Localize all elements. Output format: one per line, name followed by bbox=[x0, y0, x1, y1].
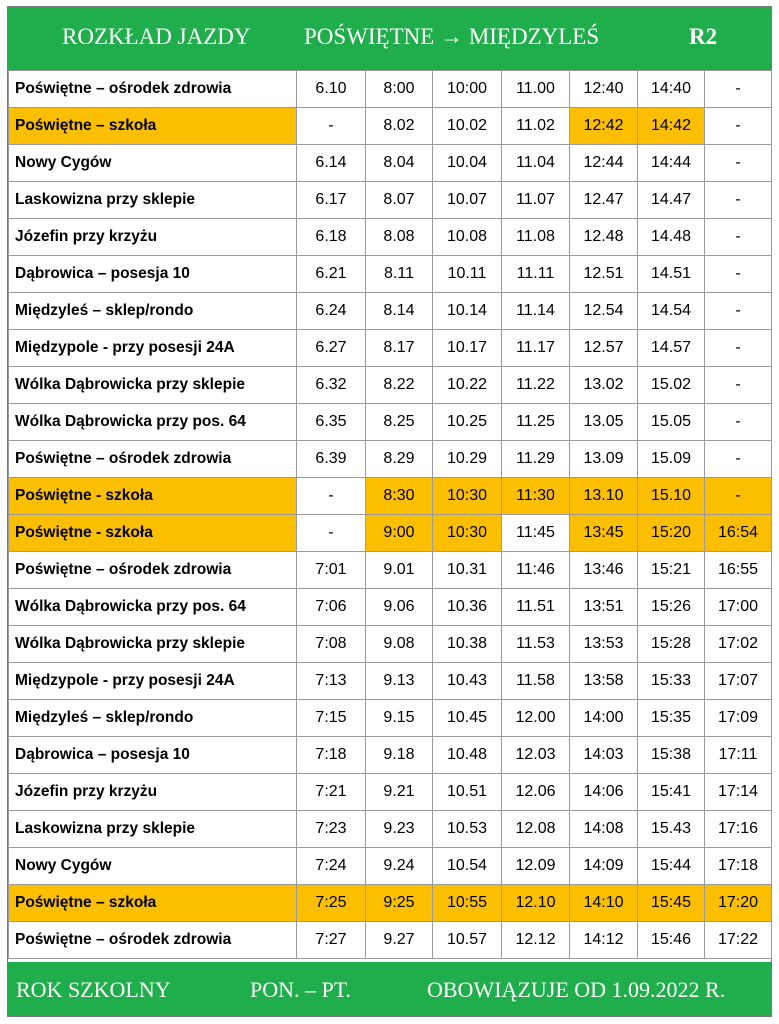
table-row bbox=[9, 145, 772, 182]
table-row bbox=[9, 885, 772, 922]
departure-time: 17:16 bbox=[705, 811, 772, 848]
table-row bbox=[9, 108, 772, 145]
departure-time: 11.22 bbox=[502, 367, 570, 404]
departure-time: 14:44 bbox=[638, 145, 705, 182]
departure-time: 17:11 bbox=[705, 737, 772, 774]
table-row bbox=[9, 737, 772, 774]
departure-time: 9.21 bbox=[366, 774, 433, 811]
timetable-header bbox=[8, 7, 771, 70]
departure-time: 9.06 bbox=[366, 589, 433, 626]
valid-from-label: OBOWIĄZUJE OD 1.09.2022 R. bbox=[427, 977, 726, 1002]
departure-time: 17:22 bbox=[705, 922, 772, 959]
departure-time: 11.11 bbox=[502, 256, 570, 293]
timetable-footer bbox=[8, 962, 771, 1016]
departure-time: 14:09 bbox=[570, 848, 638, 885]
departure-time: 8.08 bbox=[366, 219, 433, 256]
departure-time: 10.11 bbox=[433, 256, 502, 293]
departure-time: 14.57 bbox=[638, 330, 705, 367]
table-row bbox=[9, 848, 772, 885]
departure-time: 7:15 bbox=[297, 700, 366, 737]
departure-time: - bbox=[705, 108, 772, 145]
departure-time: 12:44 bbox=[570, 145, 638, 182]
departure-time: 14:42 bbox=[638, 108, 705, 145]
departure-time: - bbox=[297, 108, 366, 145]
table-row bbox=[9, 552, 772, 589]
departure-time: 10.51 bbox=[433, 774, 502, 811]
table-row bbox=[9, 293, 772, 330]
timetable-rows bbox=[9, 71, 772, 959]
table-row bbox=[9, 71, 772, 108]
departure-time: 13:46 bbox=[570, 552, 638, 589]
departure-time: 12:40 bbox=[570, 71, 638, 108]
departure-time: 10.07 bbox=[433, 182, 502, 219]
departure-time: 10.36 bbox=[433, 589, 502, 626]
stop-name: Wólka Dąbrowicka przy pos. 64 bbox=[9, 404, 297, 441]
table-row bbox=[9, 441, 772, 478]
table-row bbox=[9, 663, 772, 700]
departure-time: 9.01 bbox=[366, 552, 433, 589]
stop-name: Wólka Dąbrowicka przy sklepie bbox=[9, 626, 297, 663]
departure-time: 15.09 bbox=[638, 441, 705, 478]
departure-time: 11:45 bbox=[502, 515, 570, 552]
departure-time: 8.17 bbox=[366, 330, 433, 367]
departure-time: 10.04 bbox=[433, 145, 502, 182]
departure-time: 14:03 bbox=[570, 737, 638, 774]
table-row bbox=[9, 589, 772, 626]
departure-time: 7:23 bbox=[297, 811, 366, 848]
departure-time: - bbox=[705, 293, 772, 330]
departure-time: 6.35 bbox=[297, 404, 366, 441]
departure-time: 13:45 bbox=[570, 515, 638, 552]
departure-time: 6.32 bbox=[297, 367, 366, 404]
departure-time: 10:30 bbox=[433, 515, 502, 552]
departure-time: 9:00 bbox=[366, 515, 433, 552]
departure-time: 15:21 bbox=[638, 552, 705, 589]
departure-time: 13:51 bbox=[570, 589, 638, 626]
departure-time: - bbox=[705, 367, 772, 404]
departure-time: 14.48 bbox=[638, 219, 705, 256]
departure-time: 11.08 bbox=[502, 219, 570, 256]
departure-time: 7:01 bbox=[297, 552, 366, 589]
departure-time: 14:00 bbox=[570, 700, 638, 737]
stop-name: Dąbrowica – posesja 10 bbox=[9, 737, 297, 774]
stop-name: Nowy Cygów bbox=[9, 145, 297, 182]
departure-time: - bbox=[705, 145, 772, 182]
line-code: R2 bbox=[689, 24, 718, 49]
departure-time: 11.04 bbox=[502, 145, 570, 182]
departure-time: 12.10 bbox=[502, 885, 570, 922]
departure-time: 13.05 bbox=[570, 404, 638, 441]
departure-time: 6.17 bbox=[297, 182, 366, 219]
departure-time: 9.15 bbox=[366, 700, 433, 737]
departure-time: 15.43 bbox=[638, 811, 705, 848]
departure-time: - bbox=[705, 256, 772, 293]
departure-time: - bbox=[705, 478, 772, 515]
departure-time: 15.05 bbox=[638, 404, 705, 441]
departure-time: 17:09 bbox=[705, 700, 772, 737]
departure-time: 10.14 bbox=[433, 293, 502, 330]
stop-name: Dąbrowica – posesja 10 bbox=[9, 256, 297, 293]
stop-name: Laskowizna przy sklepie bbox=[9, 182, 297, 219]
table-row bbox=[9, 478, 772, 515]
departure-time: 7:24 bbox=[297, 848, 366, 885]
stop-name: Wólka Dąbrowicka przy pos. 64 bbox=[9, 589, 297, 626]
departure-time: - bbox=[297, 478, 366, 515]
departure-time: 10.45 bbox=[433, 700, 502, 737]
departure-time: 11.53 bbox=[502, 626, 570, 663]
departure-time: 11.51 bbox=[502, 589, 570, 626]
stop-name: Poświętne - szkoła bbox=[9, 515, 297, 552]
departure-time: 11.25 bbox=[502, 404, 570, 441]
departure-time: 17:20 bbox=[705, 885, 772, 922]
departure-time: 8.11 bbox=[366, 256, 433, 293]
departure-time: 9.23 bbox=[366, 811, 433, 848]
departure-time: 12.08 bbox=[502, 811, 570, 848]
departure-time: 11.02 bbox=[502, 108, 570, 145]
departure-time: 11.17 bbox=[502, 330, 570, 367]
departure-time: 10:30 bbox=[433, 478, 502, 515]
table-row bbox=[9, 774, 772, 811]
departure-time: 11.58 bbox=[502, 663, 570, 700]
departure-time: 6.39 bbox=[297, 441, 366, 478]
school-year-label: ROK SZKOLNY bbox=[16, 977, 171, 1002]
departure-time: 7:25 bbox=[297, 885, 366, 922]
departure-time: 8.25 bbox=[366, 404, 433, 441]
departure-time: 10.48 bbox=[433, 737, 502, 774]
table-row bbox=[9, 811, 772, 848]
departure-time: 15:33 bbox=[638, 663, 705, 700]
departure-time: 15:46 bbox=[638, 922, 705, 959]
departure-time: 14:12 bbox=[570, 922, 638, 959]
departure-time: - bbox=[297, 515, 366, 552]
stop-name: Międzyleś – sklep/rondo bbox=[9, 293, 297, 330]
departure-time: 10.43 bbox=[433, 663, 502, 700]
departure-time: 13:58 bbox=[570, 663, 638, 700]
stop-name: Wólka Dąbrowicka przy sklepie bbox=[9, 367, 297, 404]
departure-time: 15.02 bbox=[638, 367, 705, 404]
departure-time: 11:30 bbox=[502, 478, 570, 515]
departure-time: 7:06 bbox=[297, 589, 366, 626]
departure-time: - bbox=[705, 330, 772, 367]
departure-time: 12.47 bbox=[570, 182, 638, 219]
departure-time: 13.02 bbox=[570, 367, 638, 404]
departure-time: 14.51 bbox=[638, 256, 705, 293]
table-row bbox=[9, 626, 772, 663]
departure-time: 10.25 bbox=[433, 404, 502, 441]
departure-time: 6.27 bbox=[297, 330, 366, 367]
departure-time: 11.29 bbox=[502, 441, 570, 478]
departure-time: 14:06 bbox=[570, 774, 638, 811]
departure-time: 10:55 bbox=[433, 885, 502, 922]
departure-time: 15.10 bbox=[638, 478, 705, 515]
stop-name: Józefin przy krzyżu bbox=[9, 219, 297, 256]
departure-time: 8.04 bbox=[366, 145, 433, 182]
departure-time: 15:45 bbox=[638, 885, 705, 922]
departure-time: 15:44 bbox=[638, 848, 705, 885]
stop-name: Poświętne – ośrodek zdrowia bbox=[9, 922, 297, 959]
departure-time: 15:26 bbox=[638, 589, 705, 626]
departure-time: 10:00 bbox=[433, 71, 502, 108]
departure-time: 15:38 bbox=[638, 737, 705, 774]
departure-time: 11.00 bbox=[502, 71, 570, 108]
departure-time: 10.54 bbox=[433, 848, 502, 885]
departure-time: 9.18 bbox=[366, 737, 433, 774]
departure-time: 9.24 bbox=[366, 848, 433, 885]
departure-time: 10.53 bbox=[433, 811, 502, 848]
route-label: POŚWIĘTNE → MIĘDZYLEŚ bbox=[304, 24, 600, 49]
departure-time: 11:46 bbox=[502, 552, 570, 589]
departure-time: 7:21 bbox=[297, 774, 366, 811]
stop-name: Nowy Cygów bbox=[9, 848, 297, 885]
departure-time: 7:08 bbox=[297, 626, 366, 663]
departure-time: 10.31 bbox=[433, 552, 502, 589]
stop-name: Laskowizna przy sklepie bbox=[9, 811, 297, 848]
departure-time: - bbox=[705, 182, 772, 219]
stop-name: Poświętne – szkoła bbox=[9, 885, 297, 922]
departure-time: 10.29 bbox=[433, 441, 502, 478]
table-row bbox=[9, 700, 772, 737]
table-row bbox=[9, 404, 772, 441]
departure-time: 13.09 bbox=[570, 441, 638, 478]
departure-time: 6.14 bbox=[297, 145, 366, 182]
stop-name: Poświętne – ośrodek zdrowia bbox=[9, 552, 297, 589]
departure-time: 12.51 bbox=[570, 256, 638, 293]
stop-name: Józefin przy krzyżu bbox=[9, 774, 297, 811]
departure-time: 17:00 bbox=[705, 589, 772, 626]
departure-time: 16:55 bbox=[705, 552, 772, 589]
stop-name: Poświętne – szkoła bbox=[9, 108, 297, 145]
table-row bbox=[9, 256, 772, 293]
departure-time: 7:13 bbox=[297, 663, 366, 700]
timetable-table bbox=[8, 70, 772, 959]
departure-time: 14:08 bbox=[570, 811, 638, 848]
departure-time: 6.24 bbox=[297, 293, 366, 330]
stop-name: Poświętne – ośrodek zdrowia bbox=[9, 441, 297, 478]
departure-time: 12.03 bbox=[502, 737, 570, 774]
departure-time: 8.07 bbox=[366, 182, 433, 219]
departure-time: - bbox=[705, 219, 772, 256]
table-row bbox=[9, 515, 772, 552]
stop-name: Poświętne – ośrodek zdrowia bbox=[9, 71, 297, 108]
departure-time: 11.14 bbox=[502, 293, 570, 330]
departure-time: 12:42 bbox=[570, 108, 638, 145]
departure-time: - bbox=[705, 71, 772, 108]
departure-time: 6.21 bbox=[297, 256, 366, 293]
departure-time: 10.57 bbox=[433, 922, 502, 959]
departure-time: 8.14 bbox=[366, 293, 433, 330]
table-row bbox=[9, 922, 772, 959]
table-row bbox=[9, 367, 772, 404]
departure-time: 10.38 bbox=[433, 626, 502, 663]
departure-time: 13:53 bbox=[570, 626, 638, 663]
weekdays-label: PON. – PT. bbox=[250, 977, 352, 1002]
departure-time: 8:30 bbox=[366, 478, 433, 515]
table-row bbox=[9, 182, 772, 219]
departure-time: 11.07 bbox=[502, 182, 570, 219]
timetable-frame bbox=[7, 6, 772, 1017]
timetable-title: ROZKŁAD JAZDY bbox=[62, 24, 251, 49]
departure-time: 9:25 bbox=[366, 885, 433, 922]
departure-time: 9.27 bbox=[366, 922, 433, 959]
departure-time: 7:18 bbox=[297, 737, 366, 774]
departure-time: 12.57 bbox=[570, 330, 638, 367]
departure-time: 10.22 bbox=[433, 367, 502, 404]
stop-name: Międzypole - przy posesji 24A bbox=[9, 663, 297, 700]
stop-name: Poświętne - szkoła bbox=[9, 478, 297, 515]
departure-time: 12.06 bbox=[502, 774, 570, 811]
departure-time: 10.02 bbox=[433, 108, 502, 145]
departure-time: 14:10 bbox=[570, 885, 638, 922]
departure-time: 10.17 bbox=[433, 330, 502, 367]
departure-time: 14.47 bbox=[638, 182, 705, 219]
departure-time: 12.54 bbox=[570, 293, 638, 330]
departure-time: 16:54 bbox=[705, 515, 772, 552]
departure-time: 9.08 bbox=[366, 626, 433, 663]
departure-time: 6.10 bbox=[297, 71, 366, 108]
departure-time: 15:35 bbox=[638, 700, 705, 737]
departure-time: 8:00 bbox=[366, 71, 433, 108]
departure-time: 15:41 bbox=[638, 774, 705, 811]
departure-time: 8.22 bbox=[366, 367, 433, 404]
departure-time: 12.00 bbox=[502, 700, 570, 737]
departure-time: - bbox=[705, 441, 772, 478]
departure-time: 6.18 bbox=[297, 219, 366, 256]
departure-time: 8.29 bbox=[366, 441, 433, 478]
table-row bbox=[9, 330, 772, 367]
departure-time: 12.09 bbox=[502, 848, 570, 885]
departure-time: 12.48 bbox=[570, 219, 638, 256]
departure-time: 12.12 bbox=[502, 922, 570, 959]
departure-time: 17:07 bbox=[705, 663, 772, 700]
stop-name: Międzyleś – sklep/rondo bbox=[9, 700, 297, 737]
departure-time: 15:20 bbox=[638, 515, 705, 552]
departure-time: 14.54 bbox=[638, 293, 705, 330]
departure-time: 9.13 bbox=[366, 663, 433, 700]
departure-time: 13.10 bbox=[570, 478, 638, 515]
departure-time: 17:18 bbox=[705, 848, 772, 885]
stop-name: Międzypole - przy posesji 24A bbox=[9, 330, 297, 367]
departure-time: - bbox=[705, 404, 772, 441]
departure-time: 17:02 bbox=[705, 626, 772, 663]
departure-time: 10.08 bbox=[433, 219, 502, 256]
departure-time: 8.02 bbox=[366, 108, 433, 145]
departure-time: 7:27 bbox=[297, 922, 366, 959]
departure-time: 15:28 bbox=[638, 626, 705, 663]
departure-time: 14:40 bbox=[638, 71, 705, 108]
departure-time: 17:14 bbox=[705, 774, 772, 811]
table-row bbox=[9, 219, 772, 256]
